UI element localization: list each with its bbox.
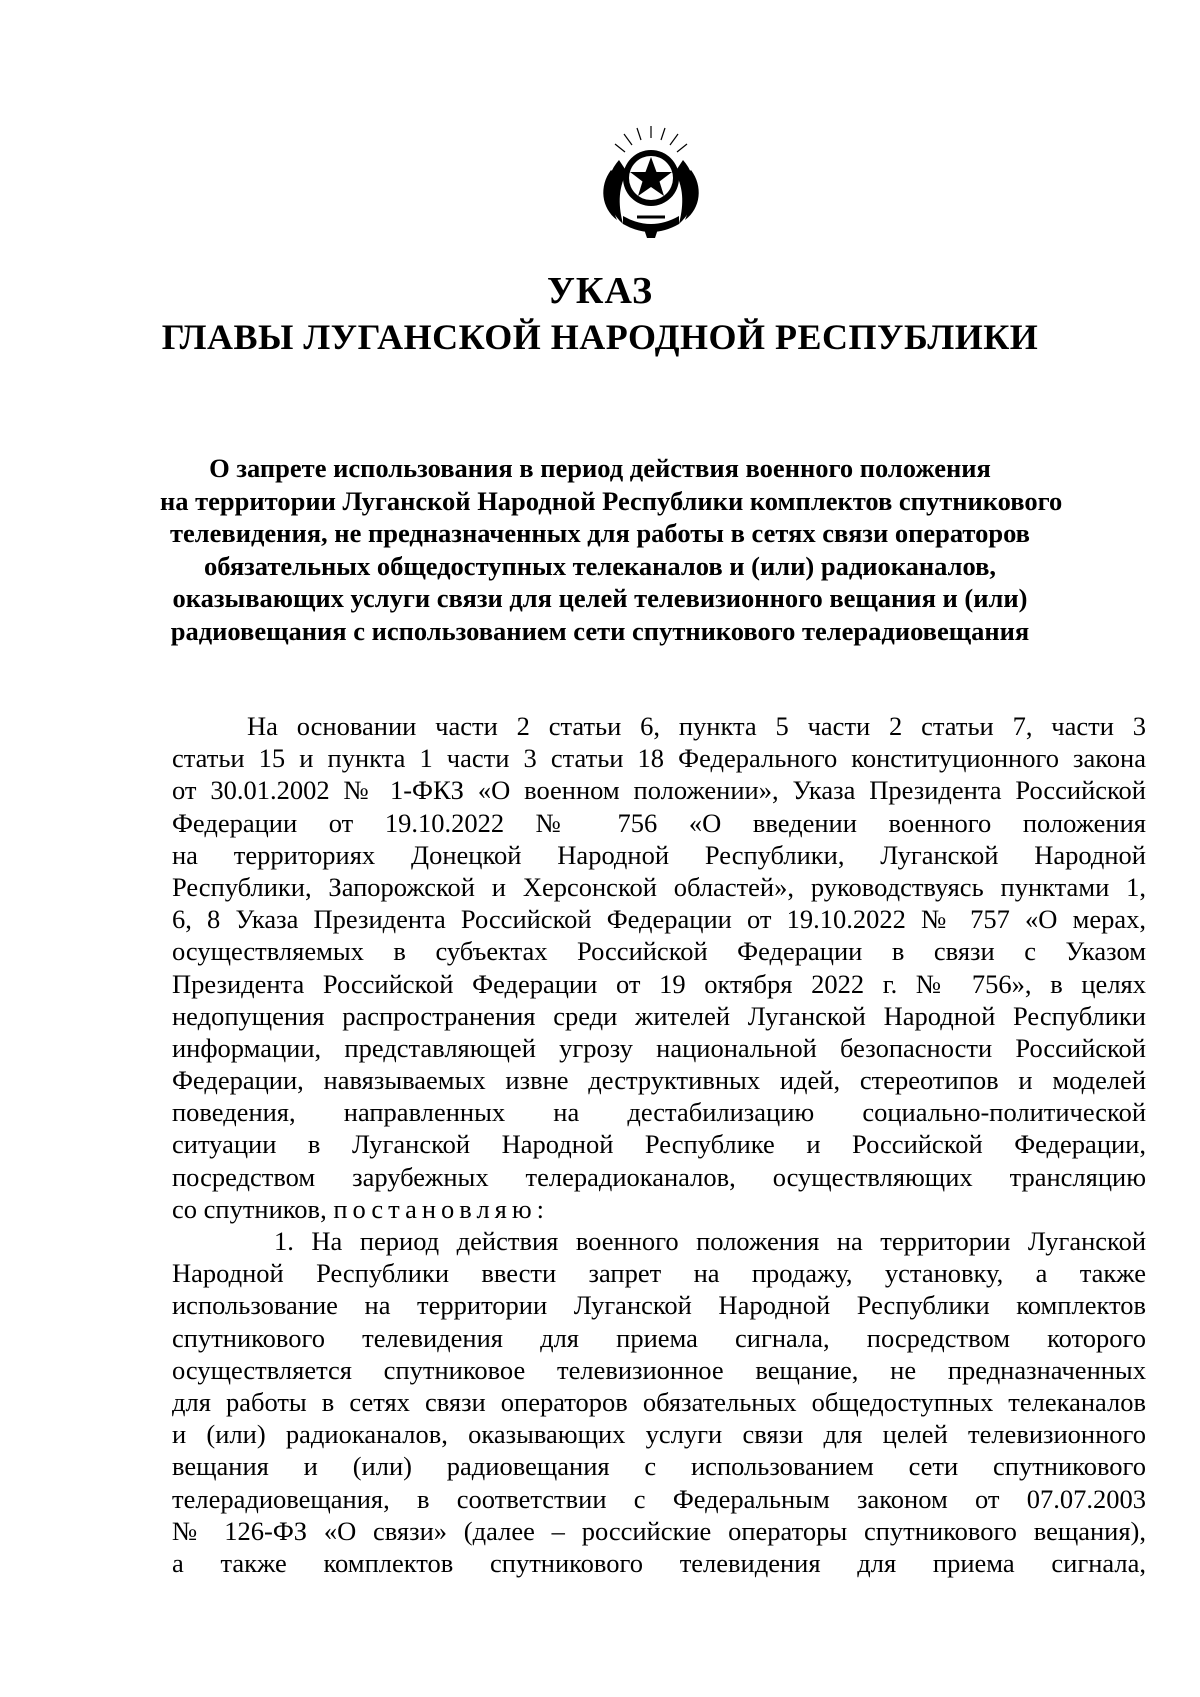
subject-line: О запрете использования в период действия военного положения [209, 453, 991, 483]
clause-1-line: и (или) радиоканалов, оказывающих услуги связи для целей телевизионного [172, 1419, 1146, 1450]
clause-1-line: вещания и (или) радиовещания с использованием сети спутникового [172, 1451, 1146, 1482]
preamble-line: посредством зарубежных телерадиоканалов, осуществляющих трансляцию [172, 1161, 1146, 1192]
preamble-line: поведения, направленных на дестабилизацию социально-политической [172, 1097, 1146, 1128]
subject-line: обязательных общедоступных телеканалов и (или) радиоканалов, [203, 550, 997, 581]
preamble-line: Федерации, навязываемых извне деструктивных идей, стереотипов и моделей [172, 1065, 1146, 1096]
preamble-line: осуществляемых в субъектах Российской Федерации в связи с Указом [172, 936, 1146, 967]
preamble-line: от 30.01.2002 № 1-ФКЗ «О военном положении», Указа Президента Российской [172, 775, 1146, 806]
clause-1-line: осуществляется спутниковое телевизионное вещание, не предназначенных [172, 1354, 1146, 1385]
decree-title: УКАЗ [547, 270, 653, 312]
clause-1-line: использование на территории Луганской Народной Республики комплектов [172, 1290, 1146, 1321]
clause-1-line: для работы в сетях связи операторов обязательных общедоступных телеканалов [172, 1386, 1146, 1417]
subject-line: телевидения, не предназначенных для работы в сетях связи операторов [170, 518, 1030, 549]
preamble-line: На основании части 2 статьи 6, пункта 5 части 2 статьи 7, части 3 [247, 711, 1146, 741]
subject-line: радиовещания с использованием сети спутникового телерадиовещания [170, 615, 1030, 646]
decree-issuer: ГЛАВЫ ЛУГАНСКОЙ НАРОДНОЙ РЕСПУБЛИКИ [161, 317, 1039, 357]
clause-1-line: 1. На период действия военного положения на территории Луганской [274, 1226, 1146, 1256]
subject-line: на территории Луганской Народной Республики комплектов спутникового [160, 485, 1063, 516]
preamble-line: статьи 15 и пункта 1 части 3 статьи 18 Федерального конституционного закона [172, 743, 1146, 774]
preamble-line: Республики, Запорожской и Херсонской областей», руководствуясь пунктами 1, [172, 871, 1146, 902]
clause-1-line: спутникового телевидения для приема сигнала, посредством которого [172, 1322, 1146, 1353]
clause-1-line: Народной Республики ввести запрет на продажу, установку, а также [172, 1258, 1146, 1289]
decree-body [172, 710, 1146, 1579]
preamble-line: недопущения распространения среди жителей Луганской Народной Республики [172, 1000, 1146, 1031]
preamble-line: информации, представляющей угрозу национальной безопасности Российской [172, 1032, 1146, 1063]
preamble-line: Президента Российской Федерации от 19 октября 2022 г. № 756», в целях [172, 968, 1146, 999]
coat-of-arms-emblem [589, 120, 713, 244]
subject-line: оказывающих услуги связи для целей телевизионного вещания и (или) [172, 583, 1028, 614]
preamble-closing-prefix: со спутников, [172, 1193, 334, 1224]
clause-1-line: № 126-ФЗ «О связи» (далее – российские операторы спутникового вещания), [172, 1515, 1146, 1546]
clause-1-line: а также комплектов спутникового телевидения для приема сигнала, [172, 1547, 1146, 1578]
decree-heading [0, 268, 1200, 360]
preamble-line: 6, 8 Указа Президента Российской Федерации от 19.10.2022 № 757 «О мерах, [172, 904, 1146, 935]
preamble-line: ситуации в Луганской Народной Республике и Российской Федерации, [172, 1129, 1146, 1160]
preamble-closing-line [172, 1193, 1146, 1225]
preamble-line: Федерации от 19.10.2022 № 756 «О введении военного положения [172, 807, 1146, 838]
preamble-line: на территориях Донецкой Народной Республики, Луганской Народной [172, 839, 1146, 870]
decree-subject [160, 452, 1063, 648]
resolve-word: постановляю: [333, 1193, 550, 1224]
clause-1-line: телерадиовещания, в соответствии с Федеральным законом от 07.07.2003 [172, 1483, 1146, 1514]
